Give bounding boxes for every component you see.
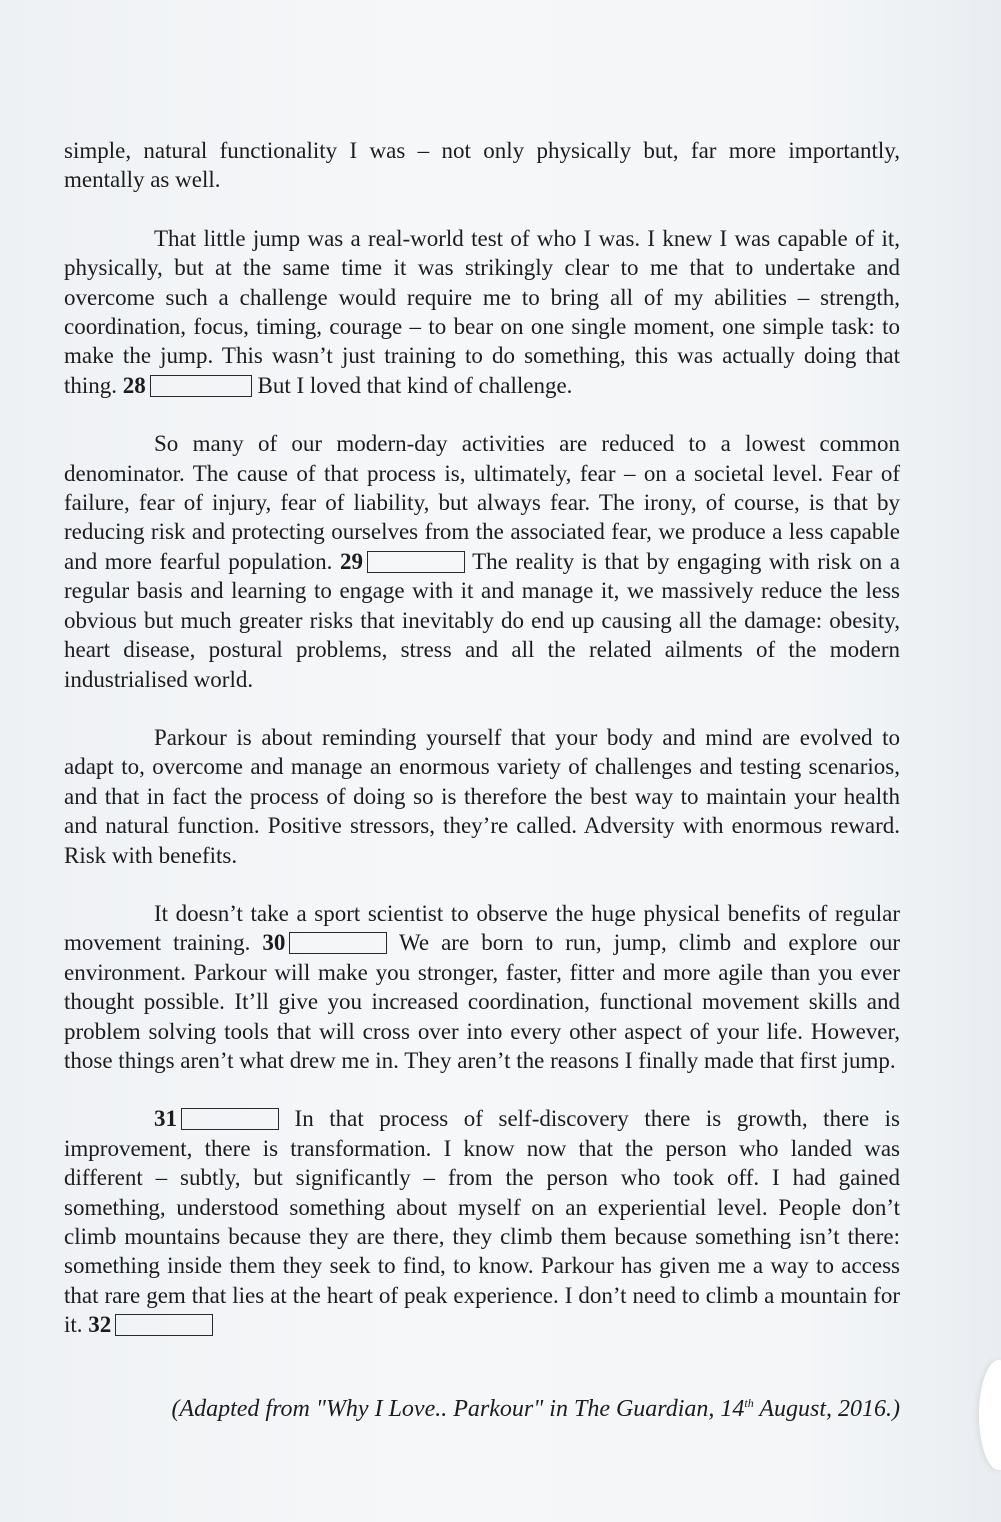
gap-number-28: 28 [122, 372, 146, 398]
answer-box-28[interactable] [150, 375, 252, 397]
gap-number-29: 29 [339, 548, 363, 574]
paragraph-5 [64, 899, 900, 1075]
gap-number-30: 30 [262, 930, 286, 956]
paragraph-6-text: In that process of self-discovery there is growth, there is improvement, there is transformation. I know now that the person who landed was different – subtly, but significantly – from the person who took off. I had gained something, understood something about myself on an experiential level. People don’t climb mountains because they are there, they climb them because something isn’t there: something inside them they seek to find, to know. Parkour has given me a way to access that rare gem that lies at the heart of peak experience. I don’t need to climb a mountain for it. [64, 1106, 901, 1338]
answer-box-32[interactable] [115, 1314, 213, 1336]
paragraph-5-text-after: We are born to run, jump, climb and explore our environment. Parkour will make you stronger, faster, fitter and more agile than you ever thought possible. It’ll give you increased coordination, functional movement skills and problem solving tools that will cross over into every other aspect of your life. However, those things aren’t what drew me in. They aren’t the reasons I finally made that first jump. [64, 930, 900, 1073]
paragraph-4 [64, 723, 900, 870]
paragraph-1-text: simple, natural functionality I was – not only physically but, far more importantly, mentally as well. [64, 138, 900, 193]
paragraph-3-text-after: The reality is that by engaging with risk on a regular basis and learning to engage with it and manage it, we massively reduce the less obvious but much greater risks that inevitably do end up causing all the damage: obesity, heart disease, postural problems, stress and all the related ailments of the modern industrialised world. [64, 548, 900, 692]
source-prefix: (Adapted from "Why I Love.. Parkour" in The Guardian, 14 [171, 1396, 745, 1422]
paragraph-1 [64, 136, 900, 195]
answer-box-30[interactable] [289, 932, 387, 954]
article-body [64, 136, 900, 1369]
paragraph-6 [64, 1104, 900, 1339]
paragraph-4-text: Parkour is about reminding yourself that your body and mind are evolved to adapt to, overcome and manage an enormous variety of challenges and testing scenarios, and that in fact the process of doing so is therefore the best way to maintain your health and natural function. Positive stressors, they’re called. Adversity with enormous reward. Risk with benefits. [64, 724, 900, 868]
paragraph-2-text: That little jump was a real-world test of who I was. I knew I was capable of it, physically, but at the same time it was strikingly clear to me that to undertake and overcome such a challenge would require me to bring all of my abilities – strength, coordination, focus, timing, courage – to bear on one single moment, one simple task: to make the jump. This wasn’t just training to do something, this was actually doing that thing. [64, 225, 900, 398]
gap-number-31: 31 [154, 1106, 177, 1132]
paragraph-2-text-after: But I loved that kind of challenge. [257, 372, 573, 398]
answer-box-31[interactable] [181, 1108, 279, 1130]
paragraph-3 [64, 429, 900, 694]
source-citation [64, 1396, 900, 1423]
paragraph-2 [64, 224, 900, 400]
page-edge-shadow [979, 1360, 1001, 1470]
source-suffix: August, 2016.) [753, 1396, 900, 1422]
source-ordinal: th [744, 1396, 754, 1410]
paragraph-3-text: So many of our modern-day activities are reduced to a lowest common denominator. The cause of that process is, ultimately, fear – on a societal level. Fear of failure, fear of injury, fear of liability, but always fear. The irony, of course, is that by reducing risk and protecting ourselves from the associated fear, we produce a less capable and more fearful population. [64, 431, 900, 574]
gap-number-32: 32 [88, 1312, 112, 1338]
paragraph-5-text: It doesn’t take a sport scientist to observe the huge physical benefits of regular movement training. [64, 900, 900, 956]
answer-box-29[interactable] [367, 551, 465, 573]
